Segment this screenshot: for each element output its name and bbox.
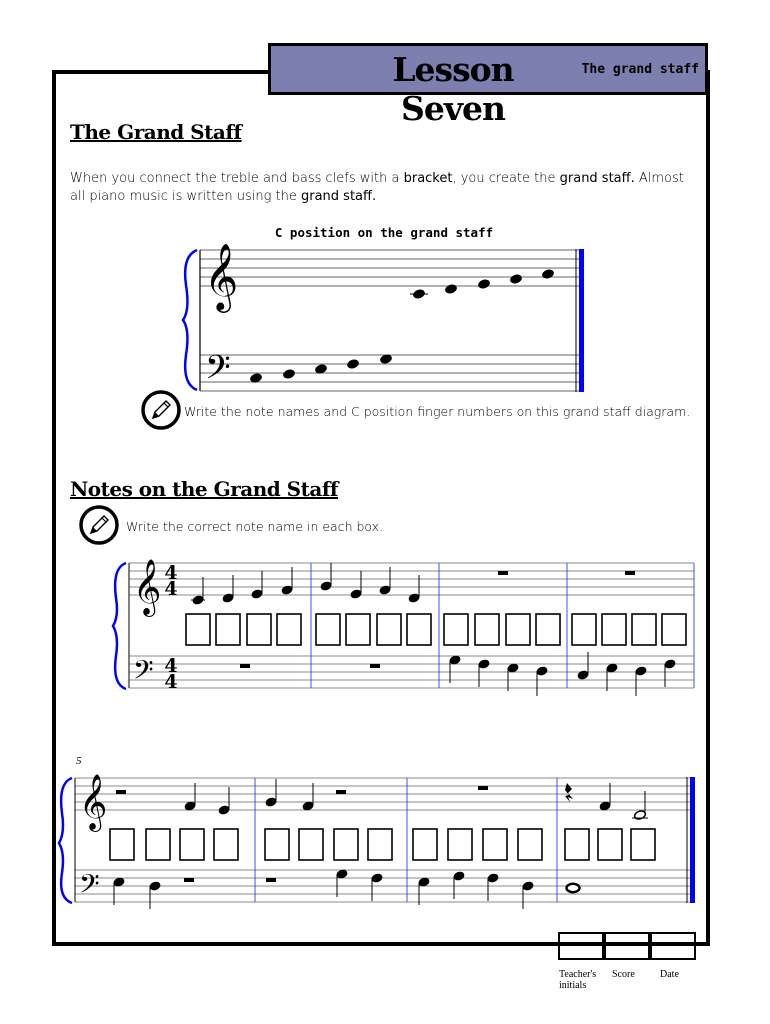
- score-cell[interactable]: [604, 932, 650, 960]
- bass-clef-icon: 𝄢: [133, 654, 154, 692]
- svg-text:4: 4: [164, 655, 178, 677]
- system2-treble-notes: [184, 779, 648, 820]
- score-label: Score: [612, 969, 635, 980]
- pencil-icon: [81, 507, 117, 543]
- svg-text:4: 4: [164, 671, 178, 693]
- time-signature: [164, 562, 177, 693]
- system1-answer-boxes[interactable]: [186, 614, 686, 645]
- system1-treble-staff: [129, 563, 694, 595]
- final-barline: [690, 777, 695, 903]
- treble-clef-icon: 𝄞: [79, 774, 108, 830]
- system2-answer-boxes[interactable]: [110, 829, 655, 860]
- brace-icon: [113, 563, 126, 689]
- bass-clef-icon: 𝄢: [205, 349, 231, 395]
- final-barline: [579, 249, 584, 392]
- diagram-treble-staff: [200, 250, 583, 286]
- treble-clef-icon: 𝄞: [133, 559, 162, 615]
- svg-text:4: 4: [164, 562, 178, 584]
- brace-icon: [183, 250, 197, 390]
- section-heading-notes: Notes on the Grand Staff: [70, 477, 339, 501]
- svg-text:4: 4: [164, 578, 178, 600]
- measure-number: 5: [76, 755, 82, 767]
- teacher-initials-cell[interactable]: [558, 932, 604, 960]
- pencil-icon: [143, 392, 179, 428]
- diagram-instruction: Write the note names and C position finger numbers on this grand staff diagram.: [184, 404, 691, 419]
- system1-bass-notes: [449, 652, 676, 696]
- notes-instruction: Write the correct note name in each box.: [126, 519, 384, 534]
- diagram-notes: [249, 268, 555, 384]
- date-label: Date: [660, 969, 679, 980]
- teacher-initials-label: Teacher's initials: [559, 969, 597, 991]
- diagram-bass-staff: [200, 355, 583, 391]
- section-heading-grand-staff: The Grand Staff: [70, 120, 242, 144]
- intro-paragraph: When you connect the treble and bass clefs with a bracket, you create the grand staff. Almost all piano music is written using the grand staff.: [70, 171, 684, 204]
- treble-clef-icon: 𝄞: [204, 242, 239, 310]
- page-title: Lesson Seven: [392, 50, 514, 128]
- system1-treble-notes: [191, 563, 420, 605]
- system2-bass-notes: [113, 869, 579, 909]
- diagram-title: C position on the grand staff: [274, 225, 494, 240]
- date-cell[interactable]: [650, 932, 696, 960]
- page-subtitle: The grand staff: [581, 62, 699, 77]
- bass-clef-icon: 𝄢: [79, 868, 100, 906]
- system2-bass-staff: [75, 870, 695, 902]
- brace-icon: [59, 778, 72, 903]
